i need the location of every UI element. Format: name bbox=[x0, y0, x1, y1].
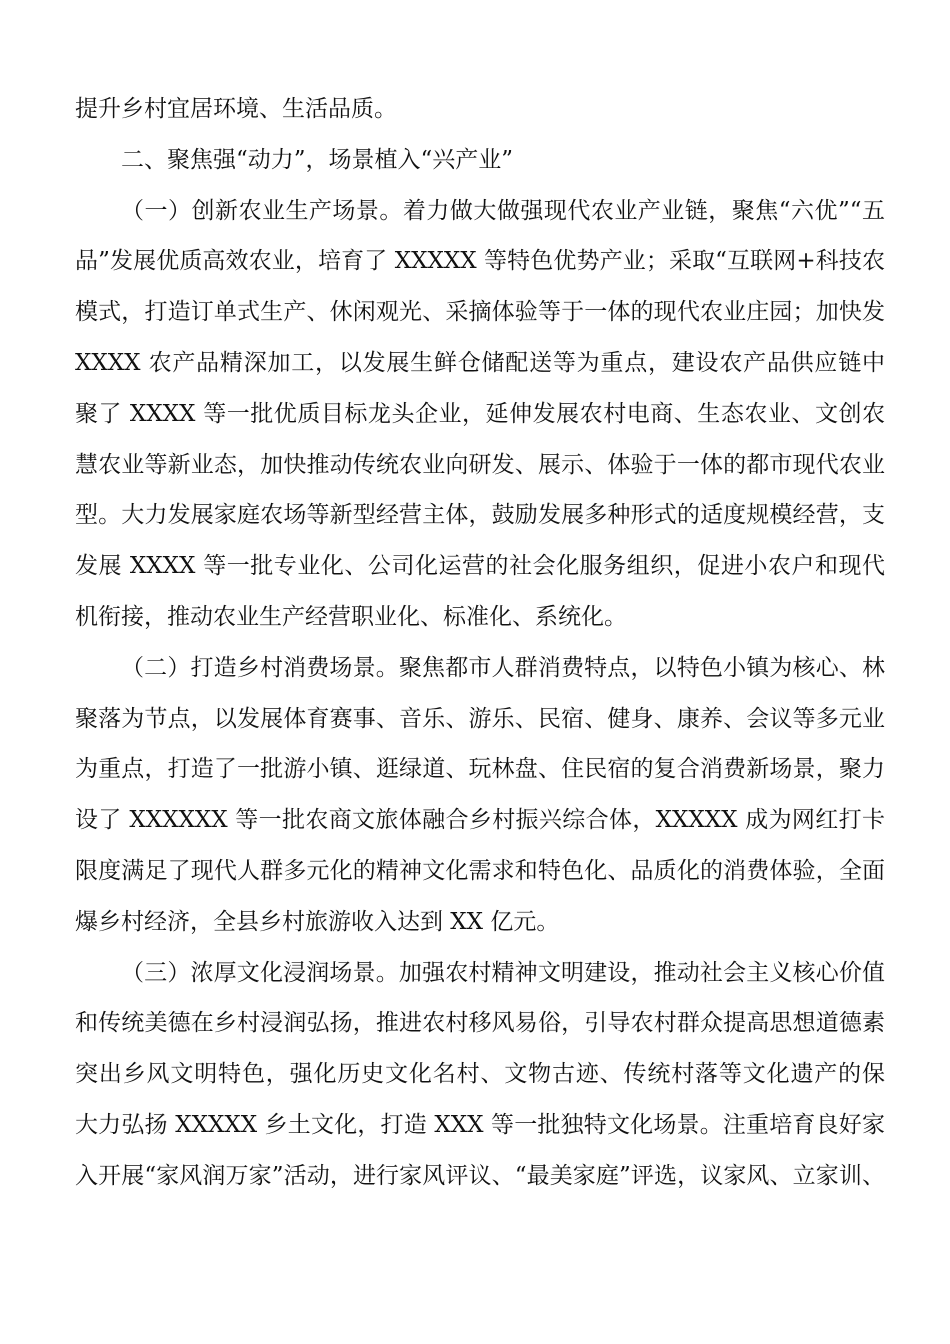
text-line: 大力弘扬 XXXXX 乡土文化，打造 XXX 等一批独特文化场景。注重培育良好家 bbox=[75, 1111, 885, 1138]
text-line: 慧农业等新业态，加快推动传统农业向研发、展示、体验于一体的都市现代农业 bbox=[75, 451, 885, 478]
text-line: 品”发展优质高效农业，培育了 XXXXX 等特色优势产业；采取“互联网+科技农 bbox=[75, 248, 885, 275]
text-line: 聚落为节点，以发展体育赛事、音乐、游乐、民宿、健身、康养、会议等多元业 bbox=[75, 705, 885, 732]
heading-line: 二、聚焦强“动力”，场景植入“兴产业” bbox=[121, 146, 514, 173]
text-line: 模式，打造订单式生产、休闲观光、采摘体验等于一体的现代农业庄园；加快发 bbox=[75, 299, 885, 326]
paragraph-cultural-scene bbox=[75, 948, 885, 1202]
text-line: 爆乡村经济，全县乡村旅游收入达到 XX 亿元。 bbox=[75, 908, 560, 935]
text-line: 突出乡风文明特色，强化历史文化名村、文物古迹、传统村落等文化遗产的保 bbox=[75, 1061, 885, 1088]
text-line: 聚了 XXXX 等一批优质目标龙头企业，延伸发展农村电商、生态农业、文创农 bbox=[75, 400, 885, 427]
text-line: 入开展“家风润万家”活动，进行家风评议、“最美家庭”评选，议家风、立家训、 bbox=[75, 1162, 885, 1189]
text-line: （三）浓厚文化浸润场景。加强农村精神文明建设，推动社会主义核心价值 bbox=[121, 959, 885, 986]
paragraph-continuation bbox=[75, 84, 885, 135]
text-line: 为重点，打造了一批游小镇、逛绿道、玩林盘、住民宿的复合消费新场景，聚力 bbox=[75, 756, 885, 783]
document-body bbox=[75, 84, 885, 1202]
text-line: 型。大力发展家庭农场等新型经营主体，鼓励发展多种形式的适度规模经营，支 bbox=[75, 502, 885, 529]
text-line: （二）打造乡村消费场景。聚焦都市人群消费特点，以特色小镇为核心、林 bbox=[121, 654, 885, 681]
text-line: XXXX 农产品精深加工，以发展生鲜仓储配送等为重点，建设农产品供应链中 bbox=[75, 349, 885, 376]
text-line: 机衔接，推动农业生产经营职业化、标准化、系统化。 bbox=[75, 603, 627, 630]
text-line: 和传统美德在乡村浸润弘扬，推进农村移风易俗，引导农村群众提高思想道德素 bbox=[75, 1010, 885, 1037]
text-line: 提升乡村宜居环境、生活品质。 bbox=[75, 96, 397, 122]
text-line: （一）创新农业生产场景。着力做大做强现代农业产业链，聚焦“六优”“五 bbox=[121, 197, 885, 224]
text-line: 发展 XXXX 等一批专业化、公司化运营的社会化服务组织，促进小农户和现代 bbox=[75, 553, 885, 580]
section-heading bbox=[75, 135, 885, 186]
paragraph-agriculture-production bbox=[75, 186, 885, 643]
text-line: 设了 XXXXXX 等一批农商文旅体融合乡村振兴综合体，XXXXX 成为网红打卡 bbox=[75, 807, 885, 834]
paragraph-rural-consumption bbox=[75, 643, 885, 948]
text-line: 限度满足了现代人群多元化的精神文化需求和特色化、品质化的消费体验，全面 bbox=[75, 857, 885, 884]
